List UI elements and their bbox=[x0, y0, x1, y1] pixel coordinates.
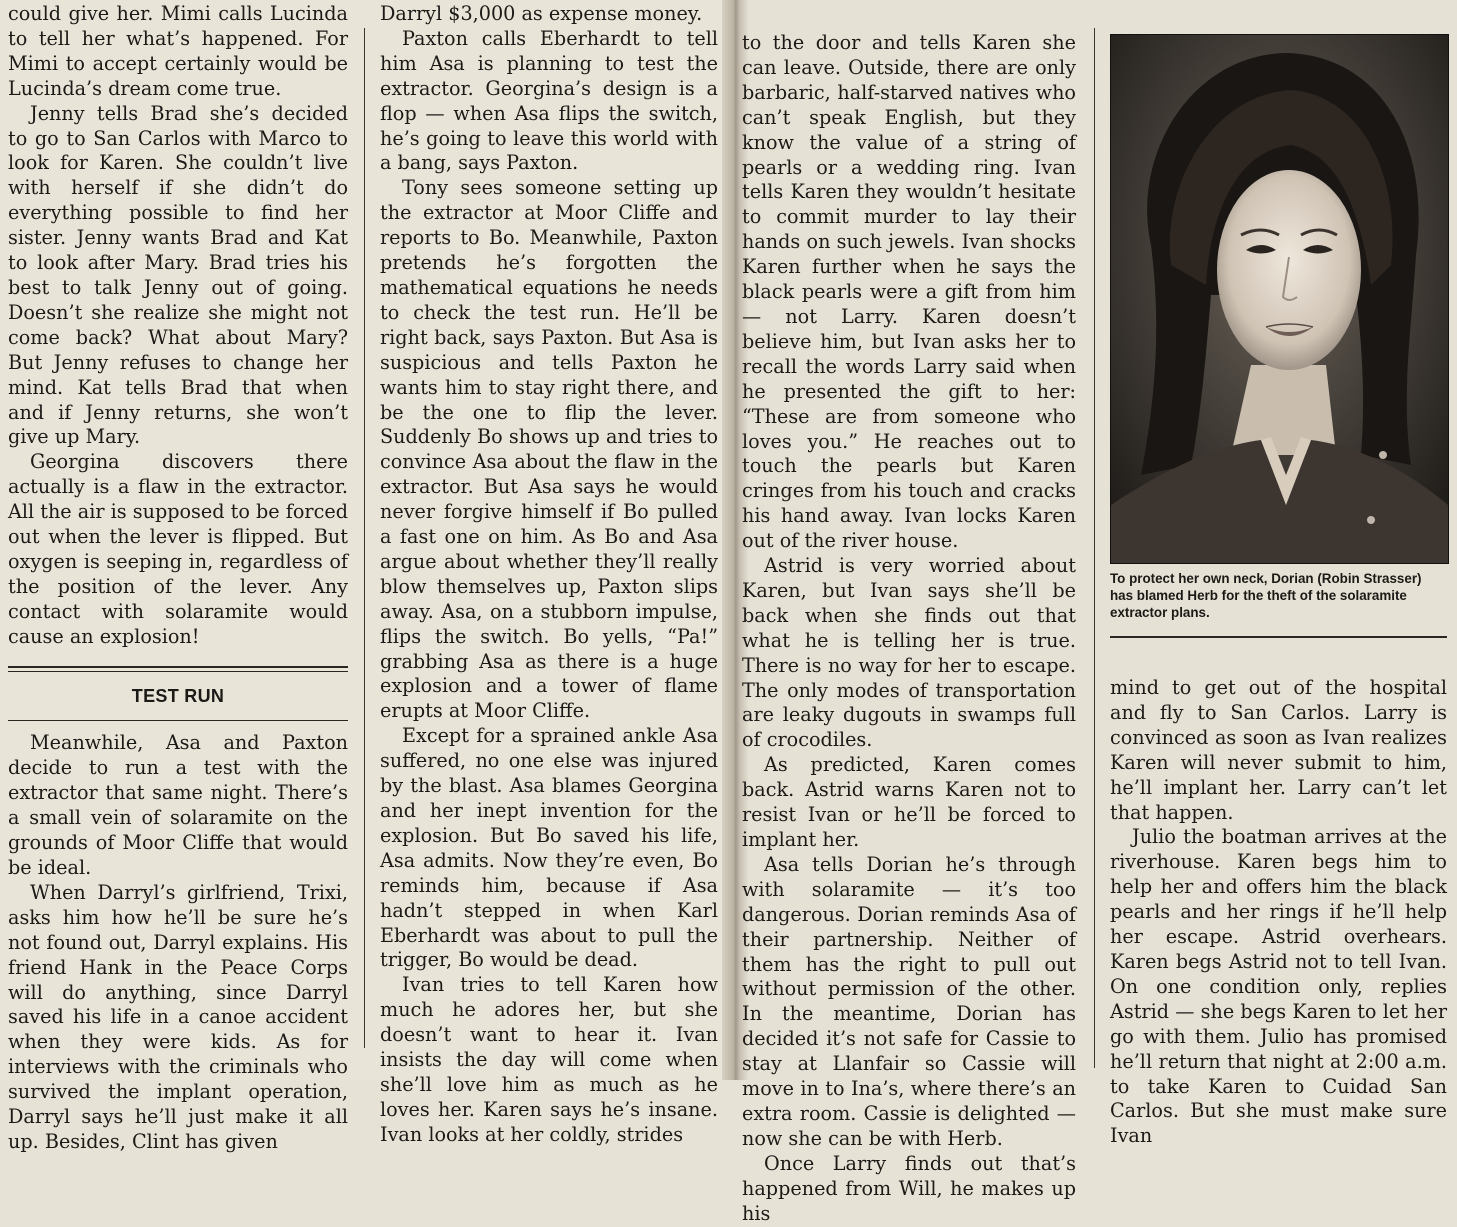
text-column-3 bbox=[742, 31, 1076, 1227]
caption-rule bbox=[1110, 636, 1447, 638]
paragraph: Georgina discovers there actually is a flaw in the extractor. All the air is supposed to be forced out when the lever is flipped. But oxygen is seeping in, regardless of the position of the lever. Any contact with solaramite would cause an explosion! bbox=[8, 450, 348, 648]
paragraph: When Darryl’s girlfriend, Trixi, asks him how he’ll be sure he’s not found out, Darryl explains. His friend Hank in the Peace Corps will do anything, since Darryl saved his life in a canoe accident when they were kids. As for interviews with the criminals who survived the implant operation, Darryl says he’ll just make it all up. Besides, Clint has given bbox=[8, 880, 348, 1153]
paragraph: As predicted, Karen comes back. Astrid warns Karen not to resist Ivan or he’ll be forced to implant her. bbox=[742, 753, 1076, 851]
paragraph: Paxton calls Eberhardt to tell him Asa is planning to test the extractor. Georgina’s design is a flop — when Asa flips the switch, he’s going to leave this world with a bang, says Paxton. bbox=[380, 26, 718, 175]
paragraph: Darryl $3,000 as expense money. bbox=[380, 2, 703, 25]
paragraph: to the door and tells Karen she can leave. Outside, there are only barbaric, half-starved natives who can’t speak English, but they know the value of a string of pearls or a wedding ring. Ivan tells Karen they wouldn’t hesitate to commit murder to lay their hands on such jewels. Ivan shocks Karen further when he says the black pearls were a gift from him — not Larry. Karen doesn’t believe him, but Ivan asks her to recall the words Larry said when he presented the gift to her: “These are from someone who loves you.” He reaches out to touch the pearls but Karen cringes from his touch and cracks his hand away. Ivan locks Karen out of the river house. bbox=[742, 31, 1076, 553]
text-column-1 bbox=[8, 2, 348, 1155]
paragraph: Asa tells Dorian he’s through with solaramite — it’s too dangerous. Dorian reminds Asa of their partnership. Neither of them has the right to pull out without permission of the other. In the meantime, Dorian has decided it’s not safe for Cassie to stay at Llanfair so Cassie will move in to Ina’s, where there’s an extra room. Cassie is delighted — now she can be with Herb. bbox=[742, 852, 1076, 1150]
paragraph: Once Larry finds out that’s happened from Will, he makes up his bbox=[742, 1151, 1076, 1225]
paragraph: Jenny tells Brad she’s decided to go to San Carlos with Marco to look for Karen. She couldn’t live with herself if she didn’t do everything possible to find her sister. Jenny wants Brad and Kat to look after Mary. Brad tries his best to talk Jenny out of going. Doesn’t she realize she might not come back? What about Mary? But Jenny refuses to change her mind. Kat tells Brad that when and if Jenny returns, she won’t give up Mary. bbox=[8, 101, 348, 449]
text-column-2 bbox=[380, 2, 718, 1148]
paragraph: Tony sees someone setting up the extractor at Moor Cliffe and reports to Bo. Meanwhile, Paxton pretends he’s forgotten the mathematical equations he needs to check the test run. He’ll be right back, says Paxton. But Asa is suspicious and tells Paxton he wants him to stay right there, and be the one to flip the lever. Suddenly Bo shows up and tries to convince Asa about the flaw in the extractor. But Asa says he would never forgive himself if Bo pulled a fast one on him. As Bo and Asa argue about whether they’ll really blow themselves up, Paxton slips away. Asa, on a stubborn impulse, flips the switch. Bo yells, “Pa!” grabbing Asa as there is a huge explosion and a tower of flame erupts at Moor Cliffe. bbox=[380, 176, 718, 723]
section-rule bbox=[8, 720, 348, 721]
paragraph: Except for a sprained ankle Asa suffered, no one else was injured by the blast. Asa blames Georgina and her inept invention for the explosion. But Bo saved his life, Asa admits. Now they’re even, Bo reminds him, because if Asa hadn’t stepped in when Karl Eberhardt was about to pull the trigger, Bo would be dead. bbox=[380, 724, 718, 972]
section-heading: TEST RUN bbox=[131, 685, 225, 706]
paragraph: Meanwhile, Asa and Paxton decide to run a test with the extractor that same night. There’s a small vein of solaramite on the grounds of Moor Cliffe that would be ideal. bbox=[8, 731, 348, 879]
text-column-4 bbox=[1110, 676, 1447, 1149]
paragraph: Astrid is very worried about Karen, but Ivan says she’ll be back when she finds out that what he is telling her is true. There is no way for her to escape. The only modes of transportation are leaky dugouts in swamps full of crocodiles. bbox=[742, 554, 1076, 752]
paragraph: Julio the boatman arrives at the riverhouse. Karen begs him to help her and offers him the black pearls and her rings if he’ll help her escape. Astrid overhears. Karen begs Astrid not to tell Ivan. On one condition only, replies Astrid — she begs Karen to let her go with them. Julio has promised he’ll return that night at 2:00 a.m. to take Karen to Cuidad San Carlos. But she must make sure Ivan bbox=[1110, 825, 1447, 1148]
column-rule bbox=[1094, 28, 1095, 1068]
photo-caption: To protect her own neck, Dorian (Robin Strasser) has blamed Herb for the theft of the solaramite extractor plans. bbox=[1110, 571, 1422, 620]
column-rule bbox=[364, 28, 365, 1048]
paragraph: could give her. Mimi calls Lucinda to tell her what’s happened. For Mimi to accept certainly would be Lucinda’s dream come true. bbox=[8, 2, 348, 100]
paragraph: Ivan tries to tell Karen how much he adores her, but she doesn’t want to hear it. Ivan insists the day will come when she’ll love him as much as he loves her. Karen says he’s insane. Ivan looks at her coldly, strides bbox=[380, 973, 718, 1146]
paragraph: mind to get out of the hospital and fly to San Carlos. Larry is convinced as soon as Ivan realizes Karen will never submit to him, he’ll implant her. Larry can’t let that happen. bbox=[1110, 676, 1447, 824]
section-rule bbox=[8, 666, 348, 672]
portrait-photo bbox=[1110, 34, 1449, 564]
